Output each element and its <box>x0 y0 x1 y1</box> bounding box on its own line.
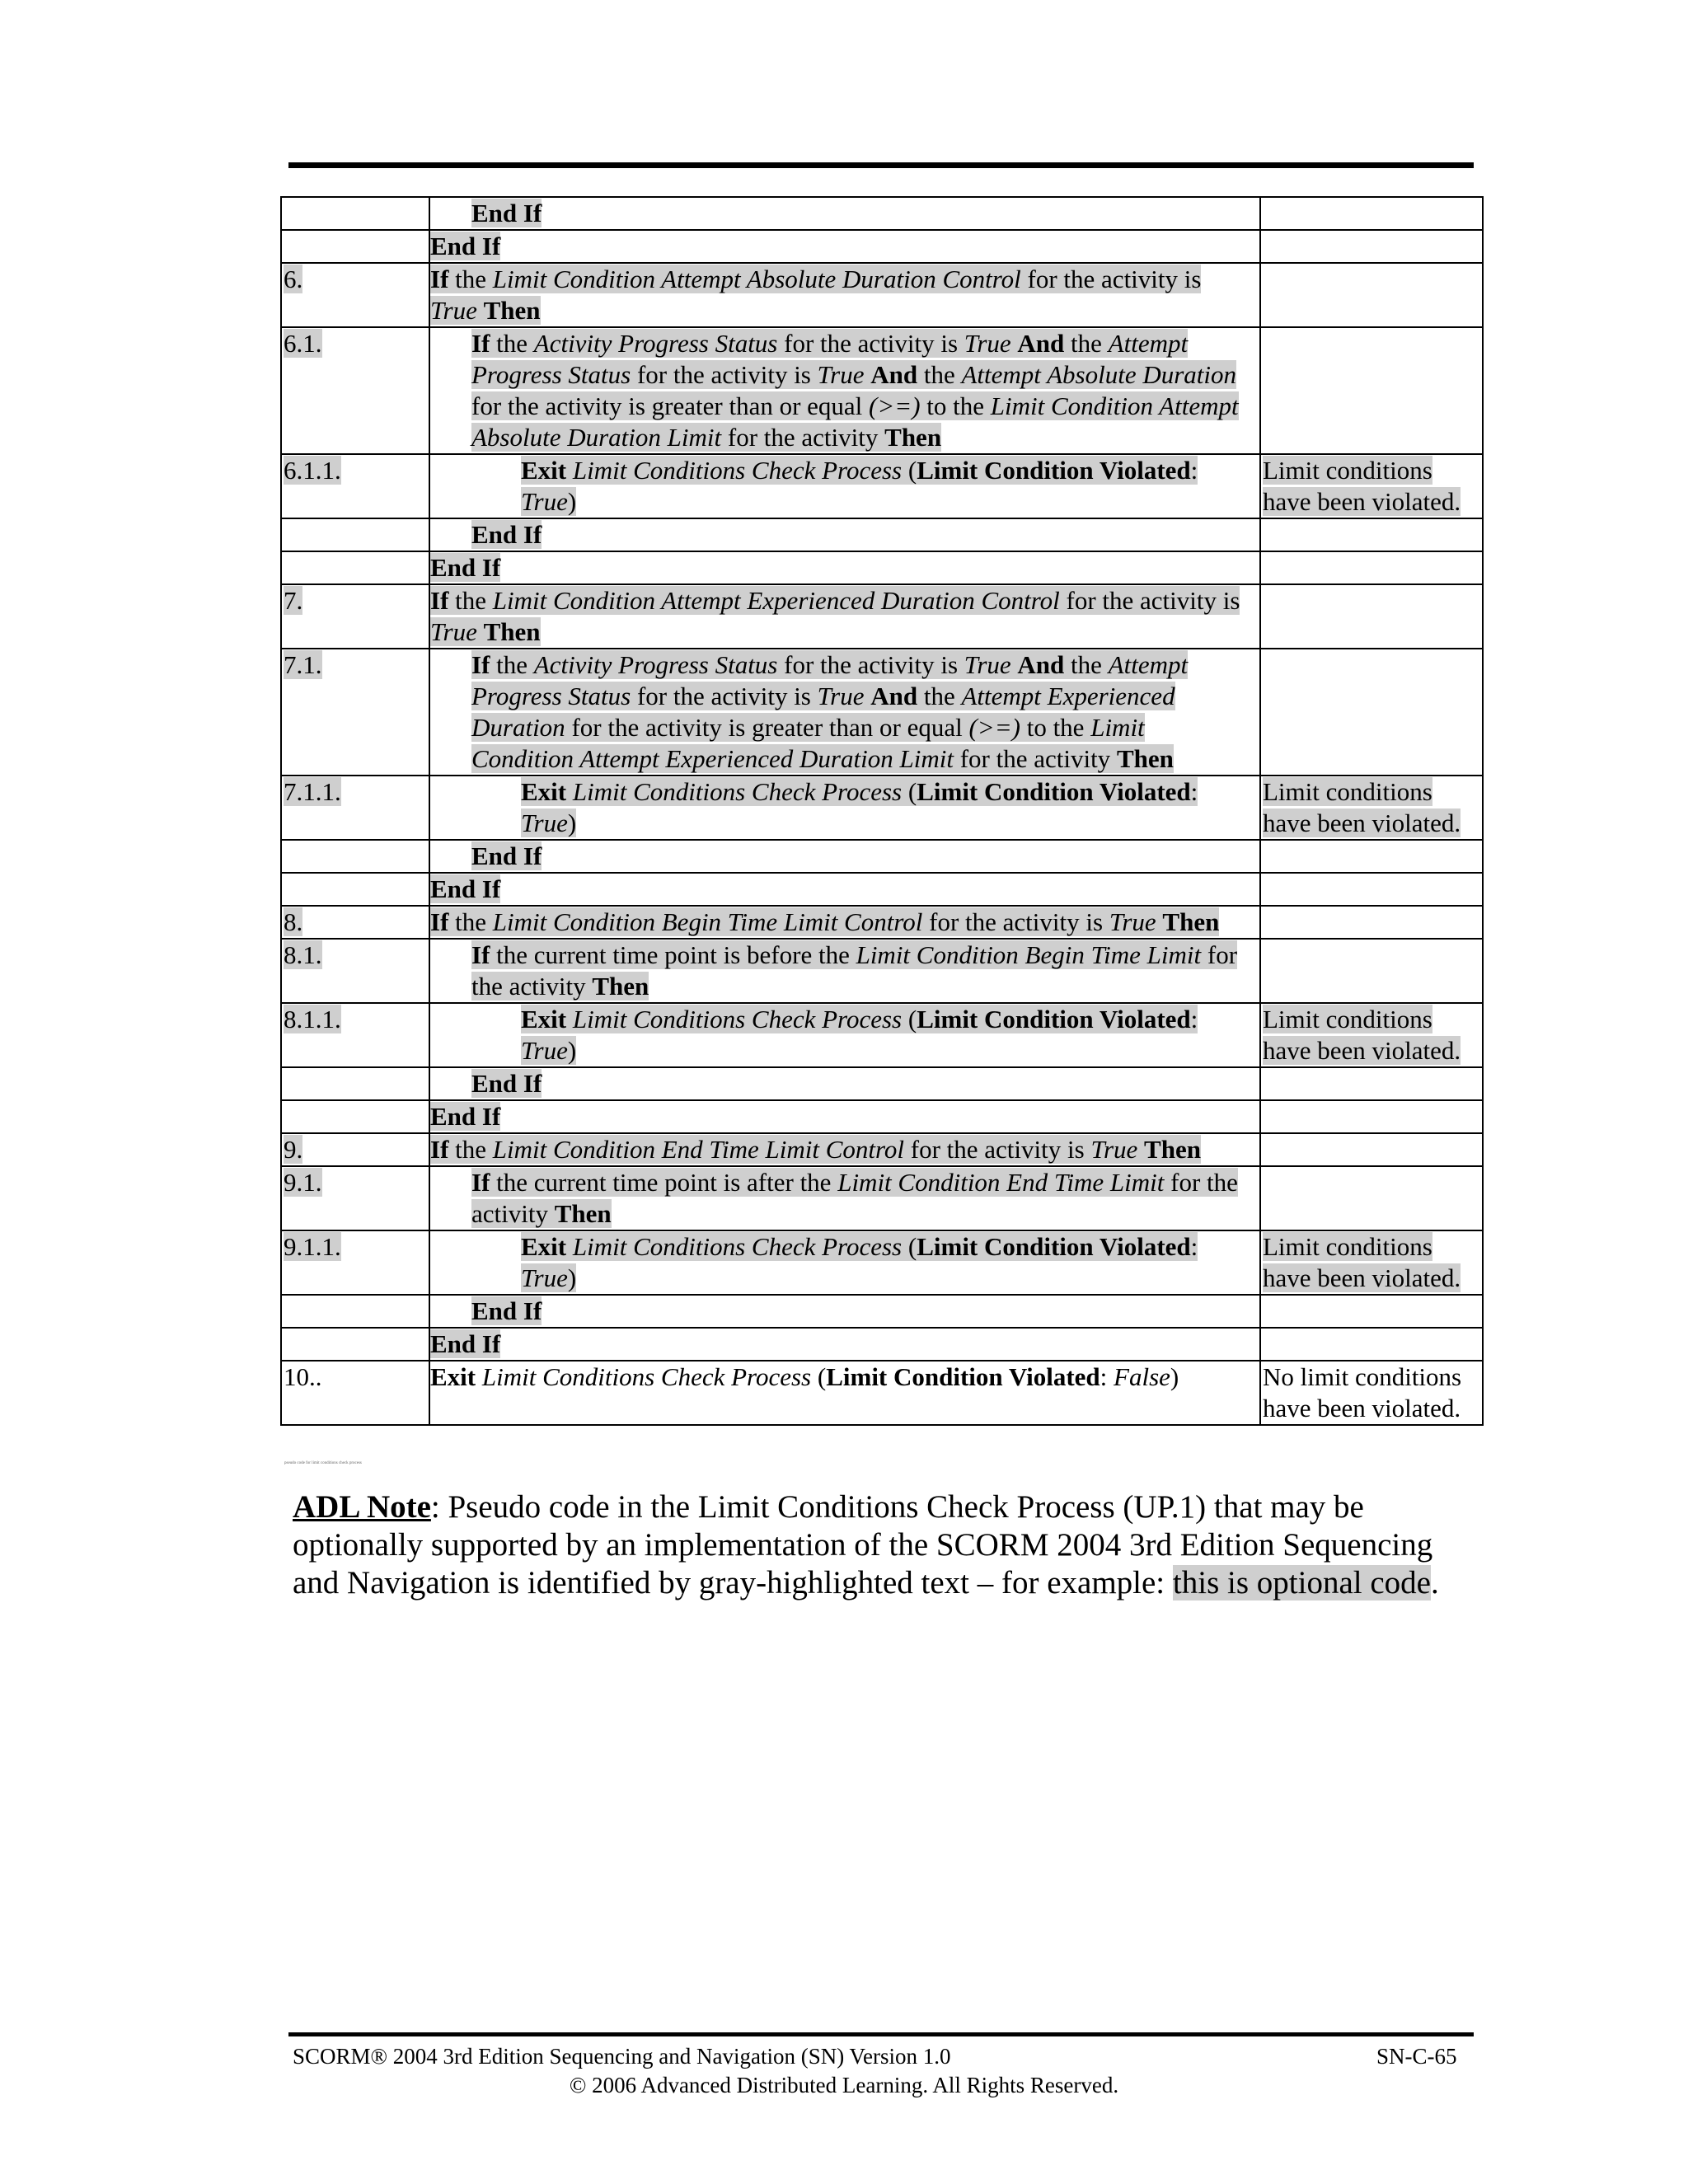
code-text: ) <box>567 1263 577 1292</box>
table-row <box>281 1295 1483 1328</box>
term: Activity Progress Status <box>533 650 778 679</box>
step-number-cell <box>281 1003 429 1067</box>
comment-cell <box>1260 1295 1483 1328</box>
step-number-cell <box>281 263 429 327</box>
term: Attempt Experienced Duration <box>471 682 1175 742</box>
table-row <box>281 230 1483 263</box>
step-number: 7.1. <box>284 650 322 679</box>
pseudo-code-cell <box>429 263 1260 327</box>
step-number-cell <box>281 1100 429 1133</box>
code-text: the <box>917 360 962 389</box>
keyword: End If <box>430 232 501 260</box>
comment-cell <box>1260 454 1483 518</box>
code-text: ) <box>567 1036 577 1065</box>
comment-cell <box>1260 1361 1483 1425</box>
keyword: Then <box>483 296 541 325</box>
comment-cell <box>1260 197 1483 230</box>
pseudo-code-line <box>471 650 1188 773</box>
code-text: ) <box>567 808 577 837</box>
keyword: Limit Condition Violated <box>917 777 1191 806</box>
comment-text: Limit conditions have been violated. <box>1263 1005 1461 1065</box>
term: Limit Condition Attempt Absolute Duration Control <box>492 265 1021 293</box>
code-text: for the activity <box>721 423 885 452</box>
code-text <box>477 296 484 325</box>
step-number-cell <box>281 1328 429 1361</box>
comment-cell <box>1260 518 1483 551</box>
term: True <box>430 617 477 646</box>
code-text: : <box>1190 777 1198 806</box>
step-number-cell <box>281 197 429 230</box>
pseudo-code-line <box>430 232 500 260</box>
table-row <box>281 1230 1483 1295</box>
pseudo-code-cell <box>429 551 1260 584</box>
keyword: Exit <box>521 456 567 485</box>
code-text: the <box>448 265 493 293</box>
pseudo-code-cell <box>429 518 1260 551</box>
page-number: SN-C-65 <box>1376 2044 1457 2069</box>
code-text: ( <box>902 456 917 485</box>
step-number-cell <box>281 776 429 840</box>
keyword: End If <box>471 1069 542 1098</box>
code-text: the <box>448 907 493 936</box>
term: True <box>964 650 1011 679</box>
keyword: If <box>430 265 449 293</box>
step-number-cell <box>281 551 429 584</box>
note-end: . <box>1430 1565 1439 1601</box>
step-number: 6.1.1. <box>284 456 341 485</box>
keyword: Limit Condition Violated <box>917 1005 1191 1033</box>
code-text <box>566 777 573 806</box>
comment-text: Limit conditions have been violated. <box>1263 1232 1461 1292</box>
pseudo-code-body <box>281 197 1483 1425</box>
pseudo-code-cell <box>429 454 1260 518</box>
pseudo-code-cell <box>429 939 1260 1003</box>
code-text: : <box>1190 456 1198 485</box>
pseudo-code-cell <box>429 230 1260 263</box>
step-number-cell <box>281 1361 429 1425</box>
pseudo-code-cell <box>429 1003 1260 1067</box>
term: Attempt Progress Status <box>471 329 1189 389</box>
code-text: ( <box>811 1362 827 1391</box>
code-text: for the activity is greater than or equal <box>565 713 969 742</box>
pseudo-code-line <box>521 1232 1198 1292</box>
keyword: If <box>430 907 449 936</box>
pseudo-code-line <box>471 940 1237 1001</box>
footer-rule <box>288 2032 1474 2036</box>
comment-text: No limit conditions have been violated. <box>1263 1362 1462 1422</box>
pseudo-code-cell <box>429 1166 1260 1230</box>
keyword: If <box>471 329 490 358</box>
keyword: Then <box>884 423 942 452</box>
term: True <box>817 360 865 389</box>
table-row <box>281 327 1483 454</box>
step-number: 9. <box>284 1135 303 1164</box>
keyword: If <box>471 940 490 969</box>
term: Attempt Absolute Duration <box>961 360 1237 389</box>
code-text: ( <box>902 1232 917 1261</box>
table-row <box>281 776 1483 840</box>
footer-copyright: © 2006 Advanced Distributed Learning. All Rights Reserved. <box>569 2073 1119 2097</box>
code-text: for the activity is <box>922 907 1109 936</box>
comment-text: Limit conditions have been violated. <box>1263 456 1461 516</box>
code-text: for the activity is <box>631 360 818 389</box>
term: (>=) <box>968 713 1020 742</box>
keyword: End If <box>430 553 501 582</box>
pseudo-code-cell <box>429 1295 1260 1328</box>
keyword: Then <box>1144 1135 1201 1164</box>
term: Limit Condition Attempt Absolute Duration Limit <box>471 391 1239 452</box>
keyword: Limit Condition Violated <box>917 1232 1191 1261</box>
table-row <box>281 197 1483 230</box>
keyword: End If <box>471 1296 542 1325</box>
keyword: And <box>1017 329 1065 358</box>
step-number: 6.1. <box>284 329 322 358</box>
term: True <box>521 808 568 837</box>
keyword: End If <box>471 199 542 227</box>
code-text: to the <box>920 391 991 420</box>
pseudo-code-line <box>471 1069 542 1098</box>
term: Limit Condition Attempt Experienced Duration Control <box>492 586 1060 615</box>
pseudo-code-cell <box>429 1133 1260 1166</box>
term: Limit Condition End Time Limit <box>837 1168 1165 1197</box>
pseudo-code-cell <box>429 906 1260 939</box>
pseudo-code-line <box>430 1102 500 1131</box>
step-number-cell <box>281 1230 429 1295</box>
comment-cell <box>1260 649 1483 776</box>
note-example: this is optional code <box>1172 1565 1431 1601</box>
code-text: the <box>448 586 493 615</box>
step-number-cell <box>281 230 429 263</box>
code-text: : <box>1100 1362 1114 1391</box>
table-row <box>281 584 1483 649</box>
comment-cell <box>1260 906 1483 939</box>
pseudo-code-line <box>430 1135 1201 1164</box>
term: Limit Condition Begin Time Limit <box>856 940 1202 969</box>
note-label: ADL Note <box>293 1489 431 1525</box>
comment-cell <box>1260 1133 1483 1166</box>
step-number-cell <box>281 584 429 649</box>
table-row <box>281 1328 1483 1361</box>
code-text <box>566 1005 573 1033</box>
term: Attempt Progress Status <box>471 650 1189 710</box>
table-row <box>281 873 1483 906</box>
comment-cell <box>1260 327 1483 454</box>
pseudo-code-line <box>521 777 1198 837</box>
keyword: If <box>471 1168 490 1197</box>
comment-cell <box>1260 840 1483 873</box>
pseudo-code-cell <box>429 327 1260 454</box>
keyword: If <box>430 1135 449 1164</box>
table-caption: pseudo code for limit conditions check process <box>284 1461 362 1465</box>
pseudo-code-line <box>471 1296 542 1325</box>
pseudo-code-cell <box>429 649 1260 776</box>
term: True <box>817 682 865 710</box>
pseudo-code-cell <box>429 1230 1260 1295</box>
step-number: 8.1. <box>284 940 322 969</box>
pseudo-code-cell <box>429 1361 1260 1425</box>
code-text: : <box>1190 1232 1198 1261</box>
term: True <box>521 1263 568 1292</box>
comment-cell <box>1260 873 1483 906</box>
adl-note <box>293 1488 1479 1602</box>
keyword: Limit Condition Violated <box>826 1362 1100 1391</box>
code-text: the current time point is after the <box>490 1168 838 1197</box>
term: Limit Conditions Check Process <box>481 1362 812 1391</box>
pseudo-code-line <box>430 586 1240 646</box>
comment-cell <box>1260 1328 1483 1361</box>
step-number-cell <box>281 649 429 776</box>
comment-cell <box>1260 1067 1483 1100</box>
table-row <box>281 1067 1483 1100</box>
note-text: : Pseudo code in the Limit Conditions Check Process (UP.1) that may be optionally supported by an implementation of the SCORM 2004 3rd Edition Sequencing and Navigation is identified by gray-highlighted text – for example: <box>293 1489 1433 1601</box>
step-number-cell <box>281 327 429 454</box>
pseudo-code-line <box>471 520 542 549</box>
step-number: 9.1.1. <box>284 1232 341 1261</box>
keyword: Exit <box>430 1362 476 1391</box>
table-row <box>281 454 1483 518</box>
keyword: Then <box>592 972 649 1001</box>
keyword: End If <box>430 1102 501 1131</box>
step-number-cell <box>281 1295 429 1328</box>
comment-cell <box>1260 584 1483 649</box>
keyword: End If <box>430 874 501 903</box>
pseudo-code-line <box>521 1005 1198 1065</box>
code-text: : <box>1190 1005 1198 1033</box>
keyword: Then <box>483 617 541 646</box>
code-text: for the activity is <box>777 329 964 358</box>
step-number-cell <box>281 840 429 873</box>
code-text <box>476 1362 482 1391</box>
step-number-cell <box>281 454 429 518</box>
table-row <box>281 1100 1483 1133</box>
pseudo-code-line <box>471 1168 1238 1228</box>
comment-cell <box>1260 551 1483 584</box>
pseudo-code-line <box>471 329 1239 452</box>
step-number: 7.1.1. <box>284 777 341 806</box>
keyword: And <box>870 682 918 710</box>
code-text <box>566 456 573 485</box>
code-text <box>566 1232 573 1261</box>
table-row <box>281 518 1483 551</box>
code-text: ) <box>1170 1362 1179 1391</box>
table-row <box>281 1166 1483 1230</box>
keyword: If <box>471 650 490 679</box>
keyword: Then <box>1116 744 1174 773</box>
term: (>=) <box>869 391 921 420</box>
table-row <box>281 939 1483 1003</box>
pseudo-code-cell <box>429 1100 1260 1133</box>
keyword: End If <box>430 1329 501 1358</box>
pseudo-code-line <box>430 265 1201 325</box>
term: Limit Condition Attempt Experienced Duration Limit <box>471 713 1145 773</box>
pseudo-code-line <box>430 874 500 903</box>
comment-cell <box>1260 776 1483 840</box>
code-text: the <box>917 682 962 710</box>
code-text: for the activity is greater than or equal <box>471 391 870 420</box>
term: Limit Conditions Check Process <box>572 1232 903 1261</box>
keyword: Limit Condition Violated <box>917 456 1191 485</box>
code-text: ( <box>902 1005 917 1033</box>
header-rule <box>288 162 1474 168</box>
term: Limit Conditions Check Process <box>572 456 903 485</box>
keyword: Exit <box>521 1005 567 1033</box>
keyword: Then <box>554 1199 612 1228</box>
table-row <box>281 551 1483 584</box>
code-text: for the activity <box>471 1168 1238 1228</box>
term: False <box>1114 1362 1170 1391</box>
keyword: End If <box>471 520 542 549</box>
step-number-cell <box>281 1133 429 1166</box>
term: Limit Conditions Check Process <box>572 1005 903 1033</box>
code-text: for the activity is <box>631 682 818 710</box>
step-number: 6. <box>284 265 303 293</box>
keyword: Exit <box>521 777 567 806</box>
code-text: the <box>1064 329 1109 358</box>
code-text <box>1137 1135 1144 1164</box>
code-text: for the activity <box>953 744 1117 773</box>
code-text: to the <box>1020 713 1091 742</box>
table-row <box>281 840 1483 873</box>
pseudo-code-cell <box>429 840 1260 873</box>
step-number-cell <box>281 518 429 551</box>
code-text <box>477 617 484 646</box>
code-text: ( <box>902 777 917 806</box>
comment-cell <box>1260 1230 1483 1295</box>
code-text: the <box>490 650 534 679</box>
comment-cell <box>1260 1100 1483 1133</box>
keyword: And <box>1017 650 1065 679</box>
footer-title: SCORM® 2004 3rd Edition Sequencing and Navigation (SN) Version 1.0 <box>293 2044 951 2069</box>
table-row <box>281 906 1483 939</box>
step-number-cell <box>281 1067 429 1100</box>
table-row <box>281 263 1483 327</box>
keyword: Exit <box>521 1232 567 1261</box>
comment-cell <box>1260 230 1483 263</box>
pseudo-code-line <box>471 841 542 870</box>
term: True <box>521 1036 568 1065</box>
table-row <box>281 1133 1483 1166</box>
term: Limit Conditions Check Process <box>572 777 903 806</box>
step-number: 8. <box>284 907 303 936</box>
code-text: for the activity is <box>1020 265 1202 293</box>
keyword: And <box>870 360 918 389</box>
step-number: 8.1.1. <box>284 1005 341 1033</box>
comment-cell <box>1260 939 1483 1003</box>
pseudo-code-line <box>430 1329 500 1358</box>
pseudo-code-line <box>430 907 1219 936</box>
comment-cell <box>1260 263 1483 327</box>
step-number-cell <box>281 939 429 1003</box>
pseudo-code-table <box>280 196 1484 1426</box>
code-text: ) <box>567 487 577 516</box>
pseudo-code-cell <box>429 1067 1260 1100</box>
keyword: If <box>430 586 449 615</box>
pseudo-code-line <box>430 1362 1179 1391</box>
pseudo-code-cell <box>429 873 1260 906</box>
term: True <box>1090 1135 1138 1164</box>
code-text: the <box>448 1135 493 1164</box>
term: Limit Condition End Time Limit Control <box>492 1135 905 1164</box>
comment-cell <box>1260 1166 1483 1230</box>
keyword: End If <box>471 841 542 870</box>
pseudo-code-cell <box>429 1328 1260 1361</box>
comment-cell <box>1260 1003 1483 1067</box>
pseudo-code-cell <box>429 776 1260 840</box>
step-number-cell <box>281 906 429 939</box>
pseudo-code-cell <box>429 584 1260 649</box>
step-number-cell <box>281 1166 429 1230</box>
code-text: the current time point is before the <box>490 940 856 969</box>
term: True <box>964 329 1011 358</box>
code-text: the <box>1064 650 1109 679</box>
keyword: Then <box>1162 907 1220 936</box>
pseudo-code-line <box>430 553 500 582</box>
term: Activity Progress Status <box>533 329 778 358</box>
table-row <box>281 1003 1483 1067</box>
code-text: the <box>490 329 534 358</box>
term: True <box>430 296 477 325</box>
term: True <box>1109 907 1156 936</box>
table-row <box>281 1361 1483 1425</box>
comment-text: Limit conditions have been violated. <box>1263 777 1461 837</box>
pseudo-code-cell <box>429 197 1260 230</box>
pseudo-code-line <box>471 199 542 227</box>
step-number: 9.1. <box>284 1168 322 1197</box>
step-number: 10.. <box>284 1362 322 1391</box>
step-number-cell <box>281 873 429 906</box>
code-text: for the activity <box>471 940 1238 1001</box>
term: Limit Condition Begin Time Limit Control <box>492 907 923 936</box>
pseudo-code-line <box>521 456 1198 516</box>
code-text: for the activity is <box>1059 586 1240 615</box>
table-row <box>281 649 1483 776</box>
code-text: for the activity is <box>904 1135 1091 1164</box>
code-text: for the activity is <box>777 650 964 679</box>
step-number: 7. <box>284 586 303 615</box>
term: True <box>521 487 568 516</box>
